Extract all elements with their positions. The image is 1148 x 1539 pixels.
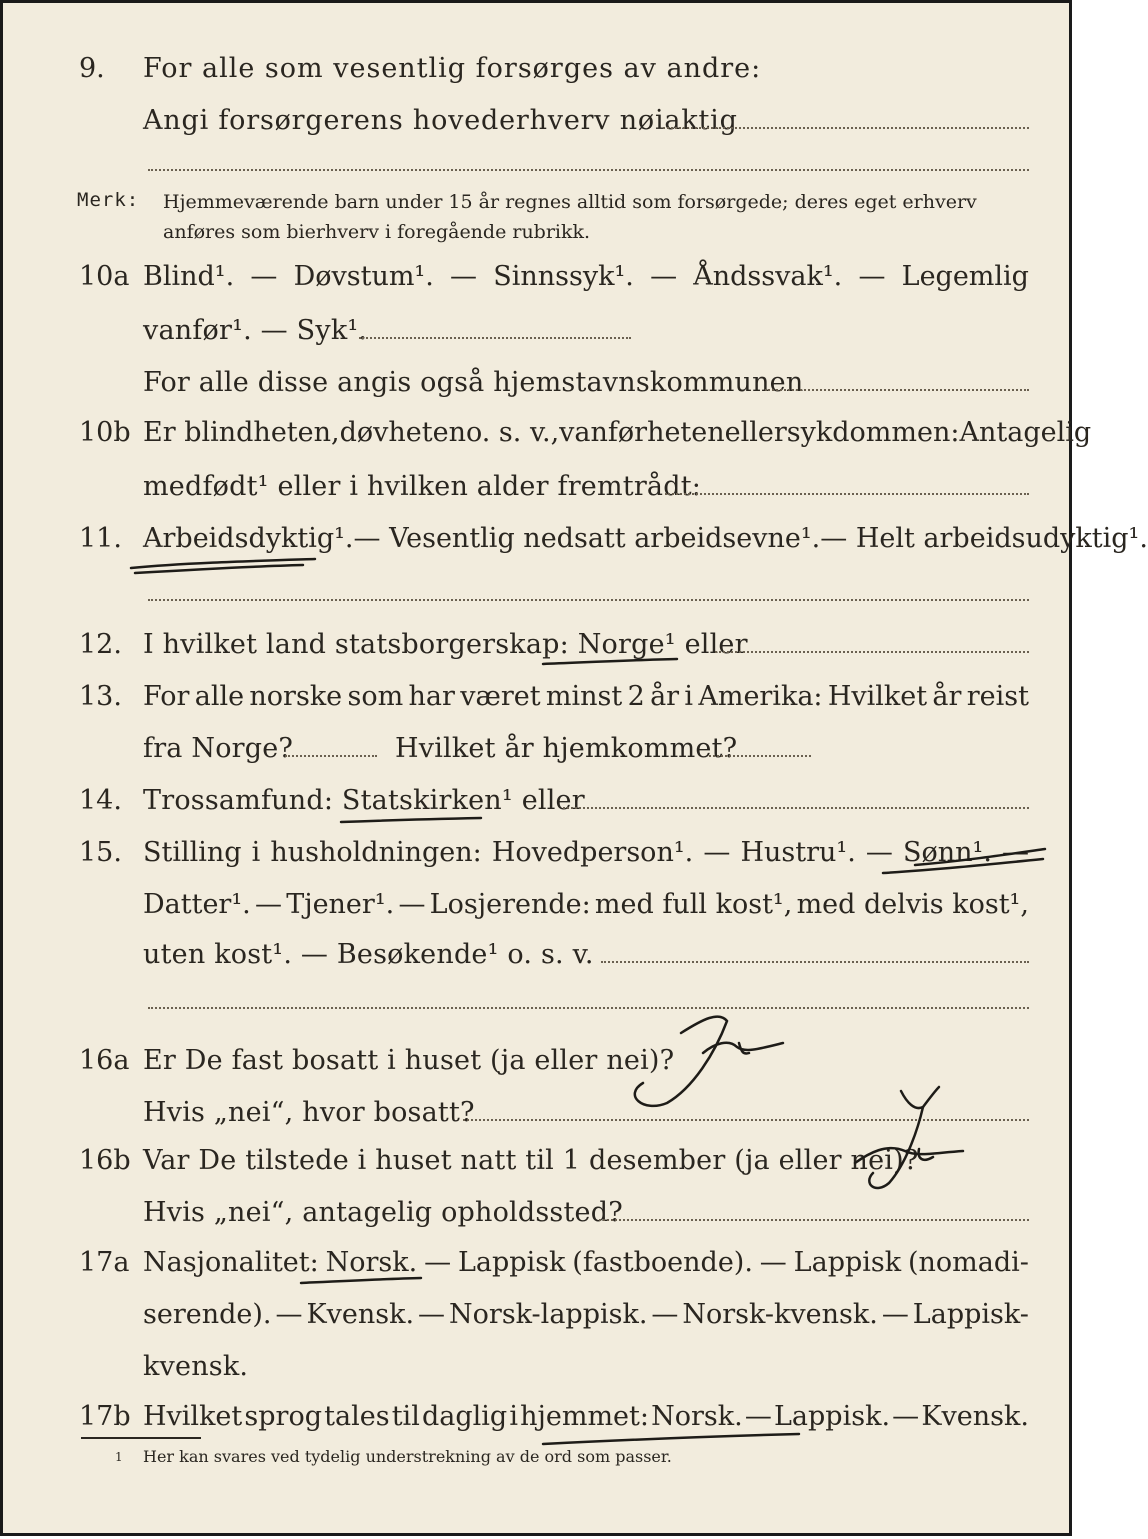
question-17b <box>3 1397 1069 1447</box>
answer-field[interactable] <box>599 1219 1029 1221</box>
answer-field[interactable] <box>715 651 1029 653</box>
question-10a-line-3 <box>3 363 1069 413</box>
question-15-line-3 <box>3 935 1069 985</box>
question-number: 17b <box>79 1401 131 1432</box>
answer-field[interactable] <box>148 1007 1029 1009</box>
question-10a <box>3 257 1069 307</box>
question-number: 10b <box>79 417 131 448</box>
answer-field[interactable] <box>359 337 631 339</box>
answer-field[interactable] <box>463 1119 1029 1121</box>
answer-field[interactable] <box>563 807 1029 809</box>
question-text: Hvis „nei“, hvor bosatt? <box>143 1097 475 1128</box>
question-11 <box>3 519 1148 569</box>
question-number: 15. <box>79 837 122 868</box>
question-text: vanfør¹. — Syk¹. <box>143 315 368 346</box>
question-10b-line-2 <box>3 467 1069 517</box>
question-16b <box>3 1141 1069 1191</box>
question-number: 17a <box>79 1247 130 1278</box>
question-text: fra Norge? <box>143 733 294 764</box>
question-number: 14. <box>79 785 122 816</box>
question-number: 10a <box>79 261 130 292</box>
question-10a-line-2 <box>3 311 1069 361</box>
question-text: Er blindheten, døvheten o. s. v., vanførheten eller sykdommen: Antagelig <box>143 417 1092 448</box>
question-text: Hvis „nei“, antagelig opholdssted? <box>143 1197 623 1228</box>
question-text: For alle som vesentlig forsørges av andre: <box>143 53 762 84</box>
answer-field[interactable] <box>665 493 1029 495</box>
answer-field[interactable] <box>148 599 1029 601</box>
answer-field[interactable] <box>709 755 811 757</box>
question-17a-line-3 <box>3 1347 1069 1397</box>
question-9-line-2 <box>3 101 1069 151</box>
question-text: Er De fast bosatt i huset (ja eller nei)? <box>143 1045 675 1076</box>
question-text: serende). — Kvensk. — Norsk-lappisk. — Norsk-kvensk. — Lappisk- <box>143 1299 1029 1330</box>
question-14 <box>3 781 1069 831</box>
question-text: uten kost¹. — Besøkende¹ o. s. v. <box>143 939 594 970</box>
question-17a <box>3 1243 1069 1293</box>
question-text: Trossamfund: Statskirken¹ eller <box>143 785 585 816</box>
question-number: 9. <box>79 53 105 84</box>
question-13 <box>3 677 1069 727</box>
question-13-line-2 <box>3 729 1069 779</box>
question-text: Hvilket år hjemkommet? <box>395 733 738 764</box>
footnote-text: Her kan svares ved tydelig understrekning av de ord som passer. <box>143 1447 672 1466</box>
question-number: 13. <box>79 681 122 712</box>
answer-field[interactable] <box>663 127 1029 129</box>
question-text: For alle norske som har været minst 2 år i Amerika: Hvilket år reist <box>143 681 1029 712</box>
question-text: Blind¹. — Døvstum¹. — Sinnssyk¹. — Åndssvak¹. — Legemlig <box>143 261 1029 292</box>
question-text: Hvilket sprog tales til daglig i hjemmet: Norsk. — Lappisk. — Kvensk. <box>143 1401 1029 1432</box>
question-text: Nasjonalitet: Norsk. — Lappisk (fastboende). — Lappisk (nomadi- <box>143 1247 1029 1278</box>
footnote-marker: 1 <box>115 1450 123 1464</box>
question-number: 12. <box>79 629 122 660</box>
question-16a-line-2 <box>3 1093 1069 1143</box>
answer-field[interactable] <box>765 389 1029 391</box>
question-16b-line-2 <box>3 1193 1069 1243</box>
question-text: I hvilket land statsborgerskap: Norge¹ eller <box>143 629 748 660</box>
question-text: Arbeidsdyktig¹. — Vesentlig nedsatt arbeidsevne¹. — Helt arbeidsudyktig¹. <box>143 523 1148 554</box>
note-text: Hjemmeværende barn under 15 år regnes alltid som forsørgede; deres eget erhverv anføres som bierhverv i foregående rubrikk. <box>163 191 977 243</box>
question-text: Datter¹. — Tjener¹. — Losjerende: med full kost¹, med delvis kost¹, <box>143 889 1029 920</box>
question-15-line-2 <box>3 885 1069 935</box>
question-15 <box>3 833 1069 883</box>
question-10b <box>3 413 1092 463</box>
question-number: 11. <box>79 523 122 554</box>
footnote-rule <box>81 1437 201 1439</box>
question-text: Angi forsørgerens hovederhverv nøiaktig <box>143 105 738 136</box>
note-label: Merk: <box>77 189 140 211</box>
answer-field[interactable] <box>601 961 1029 963</box>
question-text: Stilling i husholdningen: Hovedperson¹. — Hustru¹. — Sønn¹. — <box>143 837 1029 868</box>
answer-field[interactable] <box>285 755 377 757</box>
question-number: 16b <box>79 1145 131 1176</box>
question-12 <box>3 625 1069 675</box>
question-number: 16a <box>79 1045 130 1076</box>
question-text: kvensk. <box>143 1351 249 1382</box>
question-9 <box>3 49 1069 99</box>
question-text: For alle disse angis også hjemstavnskommunen <box>143 367 804 398</box>
question-16a <box>3 1041 1069 1091</box>
question-17a-line-2 <box>3 1295 1069 1345</box>
question-text: medfødt¹ eller i hvilken alder fremtrådt: <box>143 471 702 502</box>
question-text: Var De tilstede i huset natt til 1 desember (ja eller nei)? <box>143 1145 919 1176</box>
answer-field[interactable] <box>148 169 1029 171</box>
